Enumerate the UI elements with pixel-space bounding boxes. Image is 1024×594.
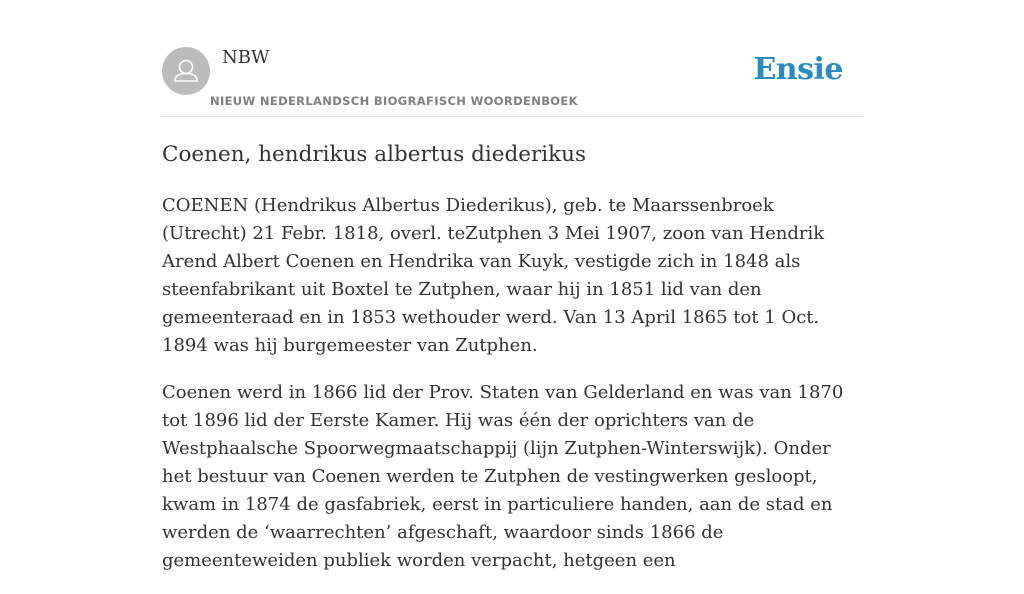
source-full-name[interactable]: NIEUW NEDERLANDSCH BIOGRAFISCH WOORDENBOEK — [210, 94, 578, 108]
ensie-logo[interactable]: Ensie — [753, 52, 843, 87]
article-paragraph: Coenen werd in 1866 lid der Prov. Staten van Gelderland en was van 1870 tot 1896 lid der Eerste Kamer. Hij was één der oprichters van de Westphaalsche Spoorwegmaatschappij (lijn Zutphen-Winterswijk). Onder het bestuur van Coenen werden te Zutphen de vestingwerken gesloopt, kwam in 1874 de gasfabriek, eerst in particuliere handen, aan de stad en werden de ‘waarrechten’ afgeschaft, waardoor sinds 1866 de gemeenteweiden publiek worden verpacht, hetgeen een — [162, 382, 844, 571]
article-body — [162, 192, 862, 594]
source-name[interactable]: NBW — [222, 47, 270, 68]
article-paragraph: COENEN (Hendrikus Albertus Diederikus), geb. te Maarssenbroek (Utrecht) 21 Febr. 1818, overl. teZutphen 3 Mei 1907, zoon van Hendrik Arend Albert Coenen en Hendrika van Kuyk, vestigde zich in 1848 als steenfabrikant uit Boxtel te Zutphen, waar hij in 1851 lid van den gemeenteraad en in 1853 wethouder werd. Van 13 April 1865 tot 1 Oct. 1894 was hij burgemeester van Zutphen. — [162, 195, 825, 356]
source-header — [162, 47, 862, 117]
user-silhouette-icon — [162, 47, 210, 95]
avatar[interactable] — [162, 47, 210, 95]
page-title: Coenen, hendrikus albertus diederikus — [162, 142, 587, 167]
